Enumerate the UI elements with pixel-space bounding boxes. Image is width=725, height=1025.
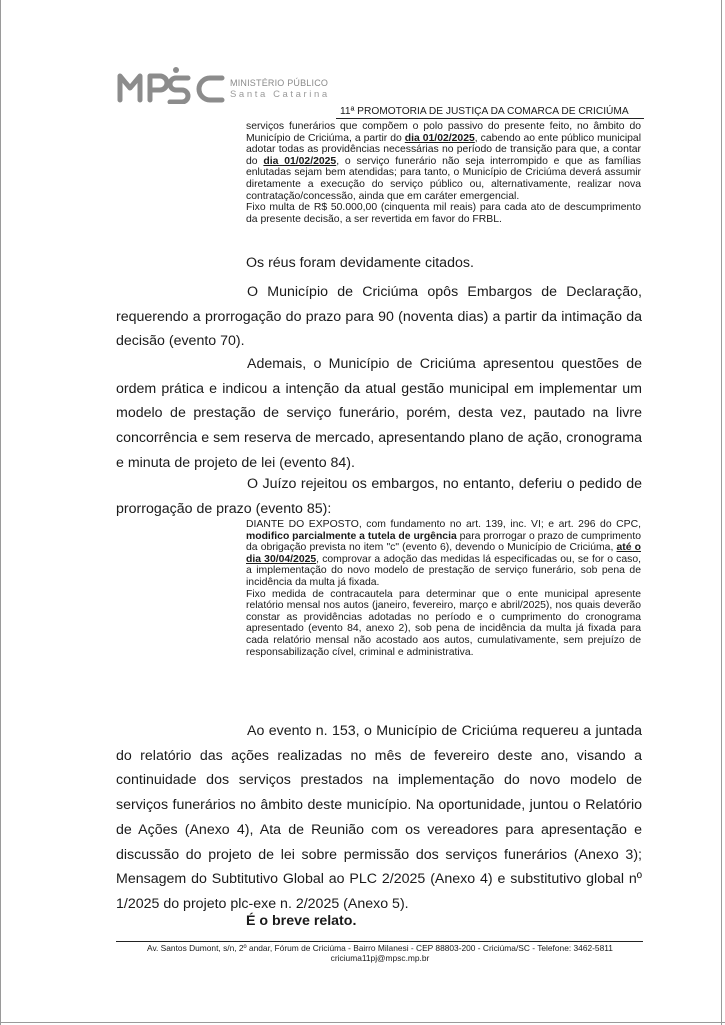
quote-paragraph: serviços funerários que compõem o polo passivo do presente feito, no âmbito do Município de Criciúma, a partir do dia 01/02/2025, cabendo ao ente público municipal adotar todas as providências necessárias no período de transição para que, a contar do dia 01/02/2025, o serviço funerário não seja interrompido e que as famílias enlutadas sejam bem atendidas; para tanto, o Município de Criciúma deverá assumir diretamente a execução do serviço público ou, alternativamente, realizar nova contratação/concessão, ainda que em caráter emergencial. <box>246 121 641 202</box>
body-paragraph: Ao evento n. 153, o Município de Criciúma requereu a juntada do relatório das ações realizadas no mês de fevereiro deste ano, visando a continuidade dos serviços prestados na implementação do novo modelo de serviços funerários no âmbito deste município. Na oportunidade, juntou o Relatório de Ações (Anexo 4), Ata de Reunião com os vereadores para apresentação e discussão do projeto de lei sobre permissão dos serviços funerários (Anexo 3); Mensagem do Subtitutivo Global ao PLC 2/2025 (Anexo 4) e substitutivo global nº 1/2025 do projeto plc-exe n. 2/2025 (Anexo 5). <box>116 723 642 912</box>
page-border-right <box>721 0 722 1025</box>
bold-highlight: modifico parcialmente a tutela de urgência <box>246 530 457 542</box>
body-paragraph: O Juízo rejeitou os embargos, no entanto, deferiu o pedido de prorrogação de prazo (evento 85): <box>116 476 642 517</box>
promotoria-title: 11ª PROMOTORIA DE JUSTIÇA DA COMARCA DE CRICIÚMA <box>340 106 629 117</box>
quote-paragraph: Fixo medida de contracautela para determinar que o ente municipal apresente relatório mensal nos autos (janeiro, fevereiro, março e abril/2025), nos quais deverão constar as providências adotadas no período e o cumprimento do cronograma apresentado (evento 84, anexo 2), sob pena de incidência da multa já fixada para cada relatório mensal não acostado aos autos, cumulativamente, sem prejuízo de responsabilização cível, criminal e administrativa. <box>246 588 641 658</box>
date-highlight: dia 01/02/2025 <box>404 132 475 144</box>
quote-paragraph: DIANTE DO EXPOSTO, com fundamento no art. 139, inc. VI; e art. 296 do CPC, modifico parcialmente a tutela de urgência para prorrogar o prazo de cumprimento da obrigação prevista no item "c" (evento 6), devendo o Município de Criciúma, até o dia 30/04/2025, comprovar a adoção das medidas lá especificadas ou, se for o caso, a implementação do novo modelo de prestação de serviço funerário, sob pena de incidência da multa já fixada. <box>246 519 642 588</box>
org-name-line1: MINISTÉRIO PÚBLICO <box>230 78 329 88</box>
footer-email: criciuma11pj@mpsc.mp.br <box>330 953 430 963</box>
quote-paragraph: Fixo multa de R$ 50.000,00 (cinquenta mil reais) para cada ato de descumprimento da presente decisão, a ser revertida em favor do FRBL. <box>246 202 641 225</box>
date-highlight: até o dia 30/04/2025 <box>246 542 641 565</box>
date-highlight: dia 01/02/2025 <box>263 155 337 167</box>
footer-divider <box>116 941 643 942</box>
quote-block-ruling <box>246 519 641 658</box>
footer <box>110 943 650 963</box>
mpsc-logo-mark <box>116 66 226 104</box>
org-name <box>230 78 330 100</box>
org-name-line2: Santa Catarina <box>230 89 330 100</box>
body-paragraph: Ademais, o Município de Criciúma apresentou questões de ordem prática e indicou a intenção da atual gestão municipal em implementar um modelo de prestação de serviço funerário, porém, desta vez, pautado na livre concorrência e sem reserva de mercado, apresentando plano de ação, cronograma e minuta de projeto de lei (evento 84). <box>116 356 642 471</box>
header-divider <box>336 118 644 119</box>
closing-statement: É o breve relato. <box>246 913 357 929</box>
body-paragraph: O Município de Criciúma opôs Embargos de Declaração, requerendo a prorrogação do prazo para 90 (noventa dias) a partir da intimação da decisão (evento 70). <box>116 284 642 350</box>
quote-block-decision <box>246 121 641 225</box>
body-sentence-citados: Os réus foram devidamente citados. <box>246 255 474 271</box>
footer-address: Av. Santos Dumont, s/n, 2º andar, Fórum de Criciúma - Bairro Milanesi - CEP 88803-200 - Criciúma/SC - Telefone: 3462-5811 <box>147 943 613 953</box>
page-border-left <box>0 0 1 1025</box>
page-border-bottom <box>0 1022 725 1023</box>
